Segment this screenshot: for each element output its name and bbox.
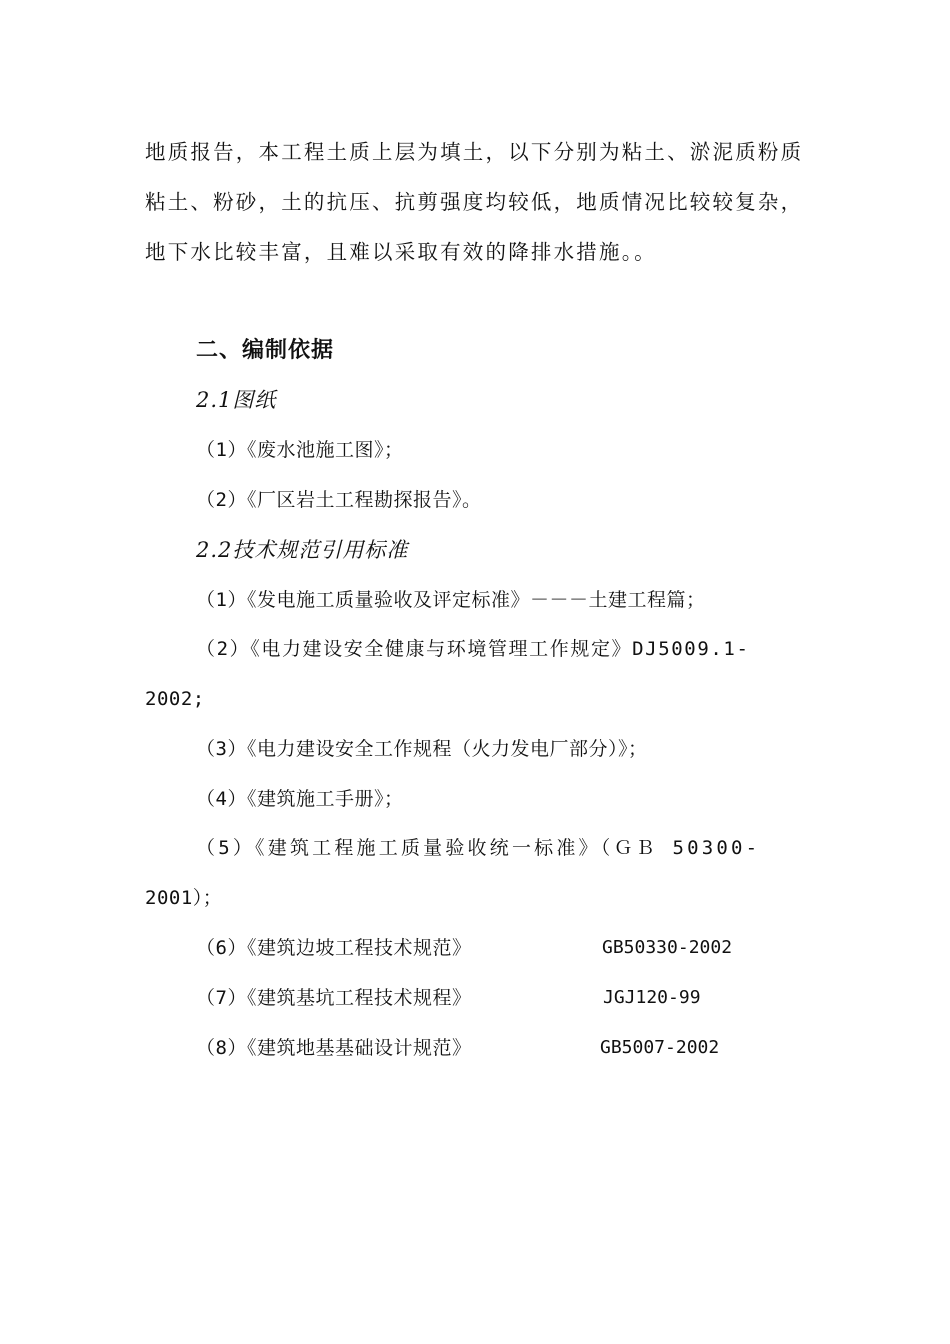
- drawing-item-1: （1）《废水池施工图》；: [196, 439, 404, 461]
- standard-code-8: GB5007-2002: [600, 1037, 720, 1058]
- standard-item-3: （3）《电力建设安全工作规程（火力发电厂部分）》；: [196, 738, 648, 760]
- standard-code-6: GB50330-2002: [602, 937, 733, 958]
- standard-item-4: （4）《建筑施工手册》；: [196, 788, 404, 810]
- standard-code-7: JGJ120-99: [603, 987, 701, 1008]
- standard-item-2: （2）《电力建设安全健康与环境管理工作规定》DJ5009.1-: [196, 638, 750, 660]
- intro-line-3: 地下水比较丰富，且难以采取有效的降排水措施。。: [145, 240, 657, 264]
- standard-item-5: （5）《建筑工程施工质量验收统一标准》（ＧＢ 50300-: [196, 837, 761, 859]
- intro-line-2: 粘土、粉砂，土的抗压、抗剪强度均较低，地质情况比较较复杂，: [145, 190, 804, 214]
- drawing-item-2: （2）《厂区岩土工程勘探报告》。: [196, 489, 482, 511]
- standard-item-6: （6）《建筑边坡工程技术规范》: [196, 937, 472, 959]
- standard-item-1: （1）《发电施工质量验收及评定标准》－－－土建工程篇；: [196, 589, 706, 611]
- section-heading: 二、编制依据: [196, 338, 335, 363]
- subsection-title-drawings: 2.1图纸: [196, 388, 277, 412]
- standard-item-5-continued: 2001）；: [145, 887, 223, 909]
- standard-item-7: （7）《建筑基坑工程技术规程》: [196, 987, 472, 1009]
- standard-item-8: （8）《建筑地基基础设计规范》: [196, 1037, 472, 1059]
- subsection-title-standards: 2.2技术规范引用标准: [196, 538, 409, 562]
- standard-item-2-continued: 2002;: [145, 688, 205, 710]
- intro-line-1: 地质报告，本工程土质上层为填土，以下分别为粘土、淤泥质粉质: [145, 140, 804, 164]
